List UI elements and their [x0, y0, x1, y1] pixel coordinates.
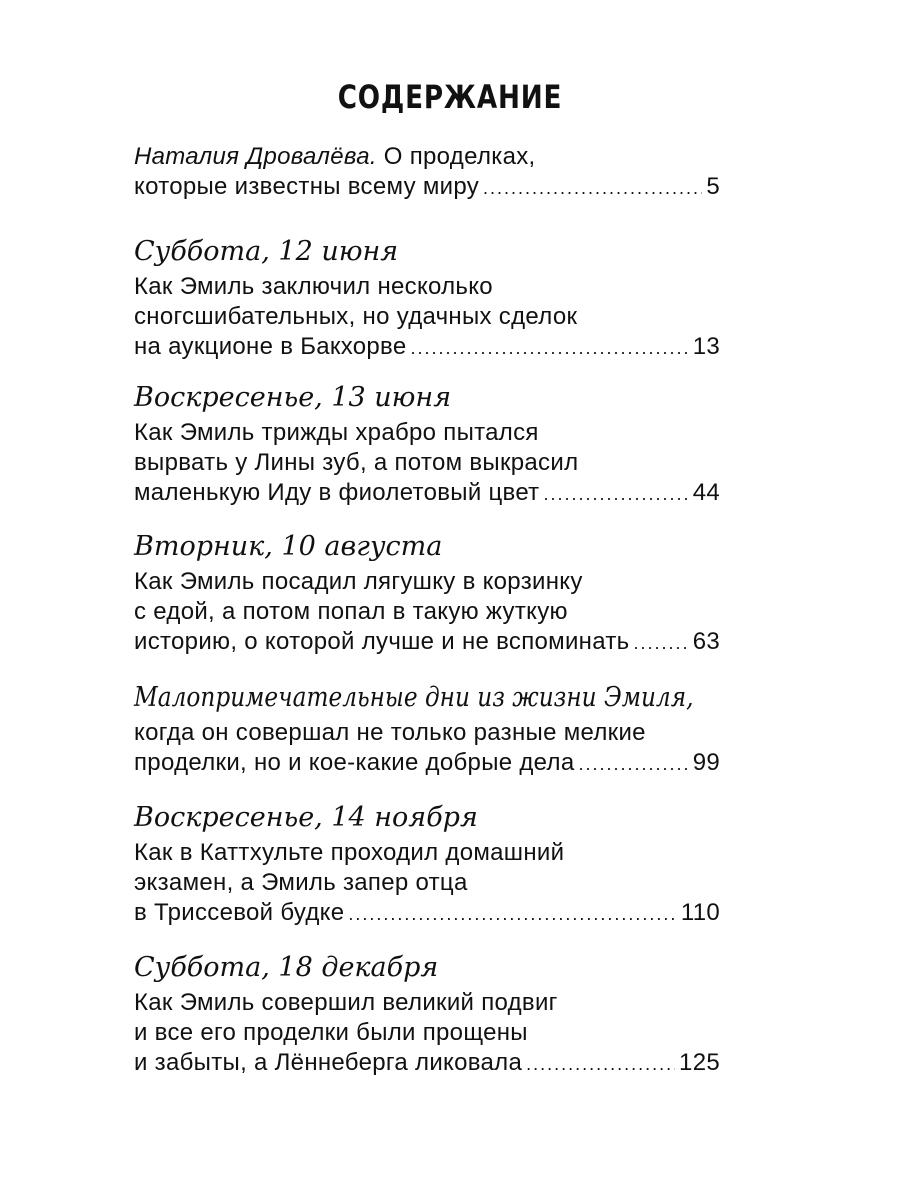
toc-intro-entry: [134, 142, 720, 202]
intro-title-cont: которые известны всему миру: [134, 173, 480, 200]
toc-section-3: [134, 527, 720, 657]
toc-intro-line-1: [134, 142, 720, 172]
leader-dots: [543, 479, 688, 509]
page-number: 63: [692, 628, 720, 655]
section-line-text: историю, о которой лучше и не вспоминать: [134, 628, 630, 655]
section-line: Как Эмиль заключил несколько: [134, 273, 493, 300]
section-heading: Малопримечательные дни из жизни Эмиля,: [134, 682, 694, 713]
section-line-text: проделки, но и кое-какие добрые дела: [134, 749, 575, 776]
section-heading: Воскресенье, 13 июня: [134, 382, 452, 413]
section-line-text: маленькую Иду в фиолетовый цвет: [134, 479, 540, 506]
section-line: сногсшибательных, но удачных сделок: [134, 303, 578, 330]
page-number: 44: [692, 479, 720, 506]
page-number: 99: [692, 749, 720, 776]
leader-dots: [526, 1049, 675, 1079]
intro-author: Наталия Дровалёва.: [134, 143, 377, 170]
toc-section-6: [134, 948, 720, 1078]
section-line: экзамен, а Эмиль запер отца: [134, 869, 468, 896]
section-last-line: [134, 748, 720, 778]
section-last-line: [134, 898, 720, 928]
toc-section-4: [134, 678, 720, 778]
page-number: 110: [680, 899, 720, 926]
section-last-line: [134, 478, 720, 508]
page-number: 125: [679, 1049, 720, 1076]
leader-dots: [411, 333, 689, 363]
section-heading: Воскресенье, 14 ноября: [134, 802, 478, 833]
page-number: 13: [692, 333, 720, 360]
page-number: 5: [706, 173, 720, 200]
section-line: когда он совершал не только разные мелкие: [134, 719, 646, 746]
toc-intro-line-2: [134, 172, 720, 202]
section-line: Как в Каттхульте проходил домашний: [134, 839, 565, 866]
section-heading: Вторник, 10 августа: [134, 531, 443, 562]
section-line: Как Эмиль трижды храбро пытался: [134, 419, 539, 446]
section-line-text: на аукционе в Бакхорве: [134, 333, 407, 360]
section-line: Как Эмиль посадил лягушку в корзинку: [134, 568, 583, 595]
intro-title-part: О проделках,: [376, 143, 536, 170]
section-line: Как Эмиль совершил великий подвиг: [134, 989, 558, 1016]
section-line: и все его проделки были прощены: [134, 1019, 528, 1046]
section-last-line: [134, 627, 720, 657]
section-line: вырвать у Лины зуб, а потом выкрасил: [134, 449, 579, 476]
section-heading: Суббота, 12 июня: [134, 236, 399, 267]
section-last-line: [134, 1048, 720, 1078]
toc-section-5: [134, 798, 720, 928]
section-line-text: в Триссевой будке: [134, 899, 345, 926]
toc-section-2: [134, 378, 720, 508]
section-last-line: [134, 332, 720, 362]
toc-section-1: [134, 232, 720, 362]
leader-dots: [348, 899, 676, 929]
leader-dots: [483, 173, 702, 203]
section-line: с едой, а потом попал в такую жуткую: [134, 598, 568, 625]
page-title: СОДЕРЖАНИЕ: [337, 78, 563, 116]
section-line-text: и забыты, а Лённеберга ликовала: [134, 1049, 523, 1076]
leader-dots: [578, 749, 688, 779]
leader-dots: [633, 628, 688, 658]
section-heading: Суббота, 18 декабря: [134, 952, 439, 983]
